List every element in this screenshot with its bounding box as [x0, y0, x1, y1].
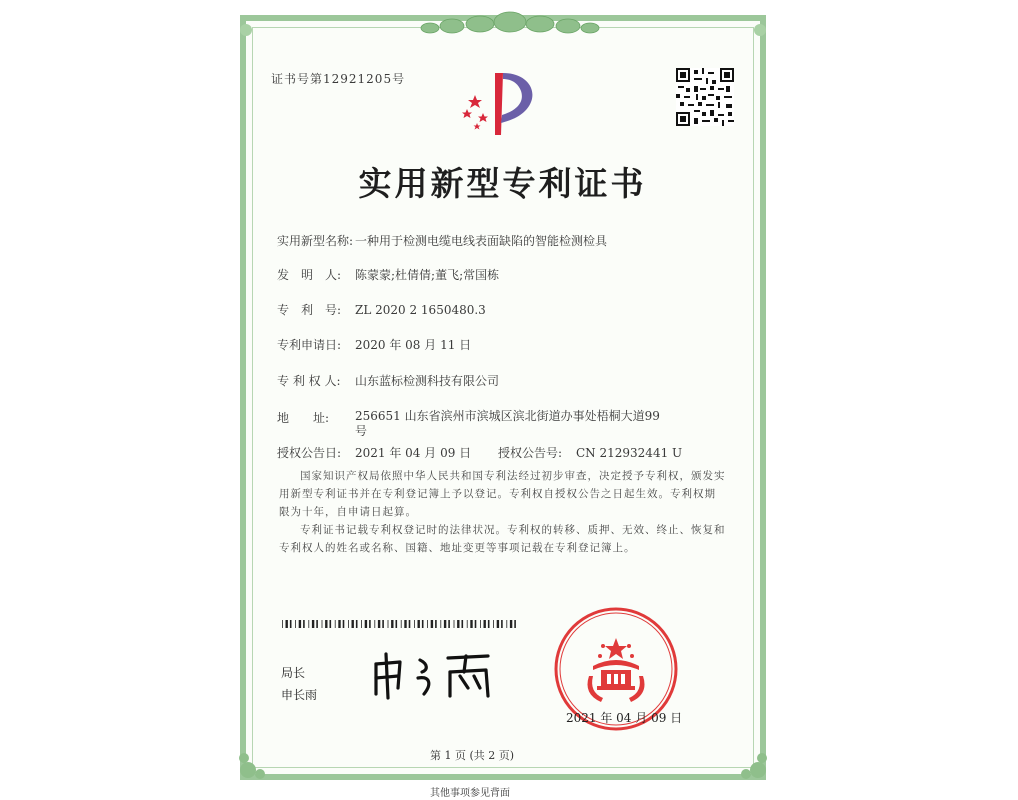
field-label: 专 利 号: [277, 303, 342, 317]
field-value: ZL 2020 2 1650480.3 [355, 303, 486, 317]
grant-statement-paragraph: 国家知识产权局依照中华人民共和国专利法经过初步审查，决定授予专利权，颁发实用新型专利证书并在专利登记簿上予以登记。专利权自授权公告之日起生效。专利权期限为十年，自申请日起算。 [279, 470, 726, 518]
field-label: 专利申请日: [277, 338, 342, 352]
field-value: CN 212932441 U [576, 446, 683, 460]
field-value: 2020 年 08 月 11 日 [355, 338, 472, 352]
floral-ornament-icon [420, 8, 600, 38]
corner-ornament-icon [728, 20, 768, 60]
corner-ornament-icon [238, 20, 278, 60]
field-value: 山东蓝标检测科技有限公司 [355, 374, 500, 388]
field-value: 一种用于检测电缆电线表面缺陷的智能检测检具 [355, 234, 608, 248]
field-value: 2021 年 04 月 09 日 [355, 446, 472, 460]
field-patent-number [277, 301, 486, 318]
field-inventor [277, 266, 499, 283]
field-grant-number [498, 444, 682, 461]
field-label: 授权公告日: [277, 446, 342, 460]
field-label: 实用新型名称: [277, 234, 354, 248]
field-label: 地 址: [277, 411, 330, 425]
legal-status-paragraph: 专利证书记载专利权登记时的法律状况。专利权的转移、质押、无效、终止、恢复和专利权人的姓名或名称、国籍、地址变更等事项记载在专利登记簿上。 [279, 524, 726, 554]
field-address-value: 256651 山东省滨州市滨城区滨北街道办事处梧桐大道99号 [355, 409, 660, 438]
field-value: 陈蒙蒙;杜倩倩;董飞;常国栋 [355, 268, 500, 282]
director-name: 申长雨 [281, 688, 318, 702]
field-filing-date [277, 336, 471, 353]
cnipa-logo-icon [455, 65, 545, 137]
page-number: 第 1 页 (共 2 页) [430, 749, 515, 762]
field-grant-date [277, 444, 471, 461]
field-label: 授权公告号: [498, 446, 563, 460]
back-page-note: 其他事项参见背面 [430, 788, 510, 799]
field-patentee [277, 372, 499, 389]
field-utility-model-name [277, 232, 607, 249]
field-label: 专 利 权 人: [277, 374, 341, 388]
corner-ornament-icon [728, 740, 768, 780]
handwritten-signature-icon [370, 650, 500, 700]
director-title: 局长 [281, 666, 306, 680]
corner-ornament-icon [238, 740, 278, 780]
barcode-icon [282, 620, 517, 628]
seal-date: 2021 年 04 月 09 日 [566, 711, 683, 725]
qr-code-icon[interactable] [676, 68, 734, 126]
certificate-title: 实用新型专利证书 [358, 164, 647, 203]
field-label: 发 明 人: [277, 268, 342, 282]
certificate-number: 证书号第12921205号 [271, 72, 406, 86]
field-address [277, 409, 355, 426]
